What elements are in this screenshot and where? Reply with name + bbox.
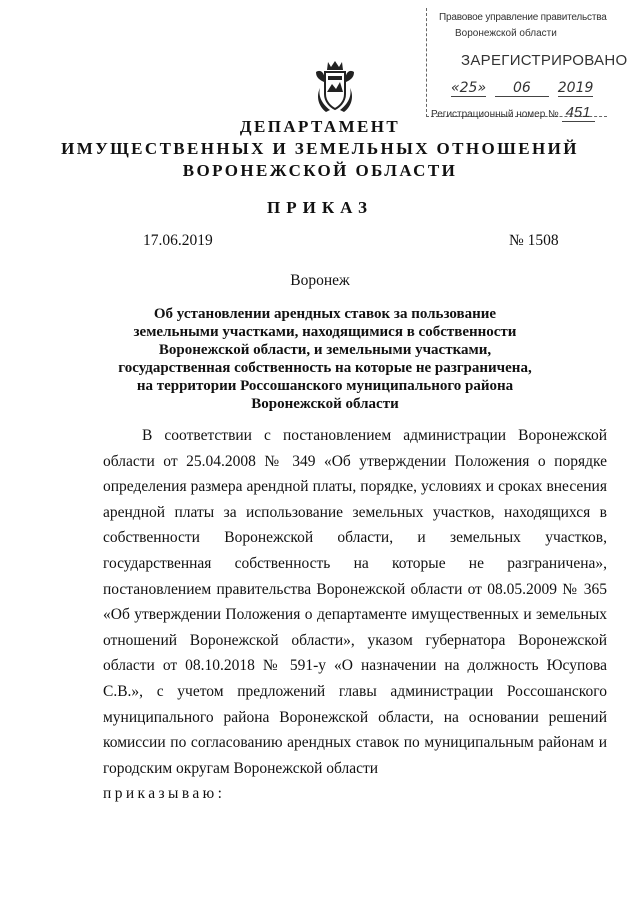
stamp-registered: ЗАРЕГИСТРИРОВАНО (461, 52, 628, 69)
department-line-3: ВОРОНЕЖСКОЙ ОБЛАСТИ (182, 161, 458, 180)
stamp-date (451, 80, 593, 97)
stamp-line-2: Воронежской области (455, 28, 557, 39)
registration-stamp (426, 8, 628, 121)
department-line-1: ДЕПАРТАМЕНТ (239, 117, 401, 136)
coat-of-arms-icon (312, 58, 358, 114)
document-title: Об установлении арендных ставок за пользование земельными участками, находящимися в собственности Воронежской области, и земельными участками, государственная собственность на которые не разграничена, на территории Россошанского муниципального района Воронежской области (118, 306, 532, 412)
body-paragraph: В соответствии с постановлением администрации Воронежской области от 25.04.2008 № 349 «Об утверждении Положения о порядке определения размера арендной платы, порядке, условиях и сроках внесения арендной платы за использование земельных участков, находящихся в собственности Воронежской области, и земельных участков, государственная собственность на которые не разграничена», постановлением правительства Воронежской области от 08.05.2009 № 365 «Об утверждении Положения о департаменте имущественных и земельных отношений Воронежской области», указом губернатора Воронежской области от 08.10.2018 № 591-у «О назначении на должность Юсупова С.В.», с учетом предложений главы администрации Россошанского муниципального района Воронежской области, на основании решений комиссии по согласованию арендных ставок по муниципальным районам и городским округам Воронежской области (103, 427, 607, 777)
document-date: 17.06.2019 (143, 232, 213, 249)
stamp-date-year: 2019 (557, 80, 594, 96)
order-word: приказываю: (103, 785, 226, 803)
document-body (103, 423, 607, 807)
document-number: № 1508 (509, 232, 559, 249)
document-type: ПРИКАЗ (267, 198, 373, 217)
stamp-date-day: «25» (451, 80, 487, 96)
stamp-date-month: 06 (495, 80, 549, 97)
document-city: Воронеж (290, 272, 350, 289)
department-line-2: ИМУЩЕСТВЕННЫХ И ЗЕМЕЛЬНЫХ ОТНОШЕНИЙ (61, 139, 579, 158)
stamp-reg-label: Регистрационный номер № (431, 109, 559, 120)
stamp-line-1: Правовое управление правительства (439, 12, 607, 23)
stamp-reg-value: 451 (562, 104, 595, 122)
